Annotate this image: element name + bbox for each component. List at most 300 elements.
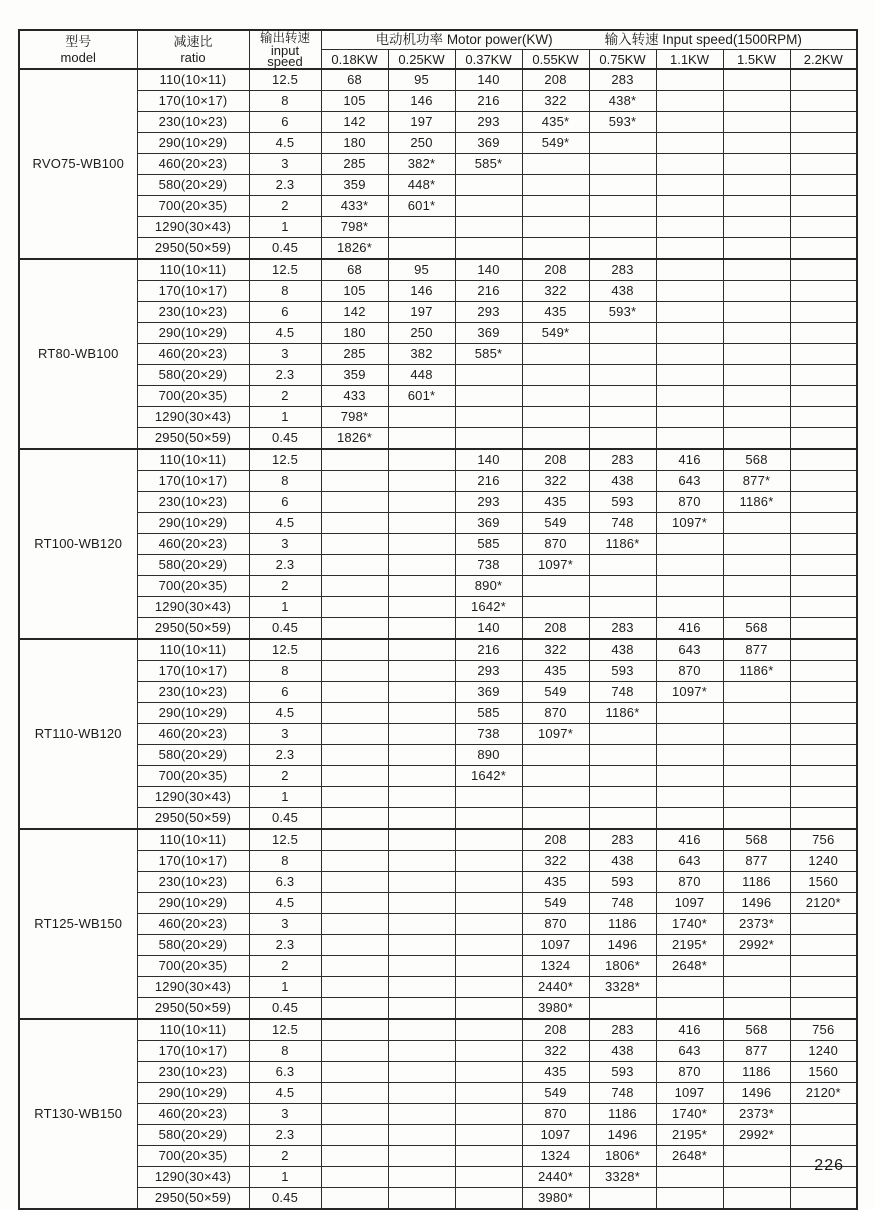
power-value-cell <box>656 196 723 217</box>
power-value-cell <box>321 1062 388 1083</box>
power-value-cell: 3328* <box>589 1167 656 1188</box>
power-value-cell <box>321 1104 388 1125</box>
power-value-cell <box>790 935 857 956</box>
table-row <box>19 661 857 682</box>
power-value-cell: 382* <box>388 154 455 175</box>
power-value-cell: 216 <box>455 639 522 661</box>
ratio-cell: 580(20×29) <box>137 1125 249 1146</box>
power-value-cell <box>656 597 723 618</box>
power-value-cell: 283 <box>589 829 656 851</box>
power-value-cell: 322 <box>522 1041 589 1062</box>
power-value-cell <box>790 597 857 618</box>
ratio-cell: 700(20×35) <box>137 766 249 787</box>
table-row <box>19 1125 857 1146</box>
power-value-cell <box>790 133 857 154</box>
power-value-cell <box>723 1146 790 1167</box>
power-value-cell <box>790 534 857 555</box>
ratio-cell: 170(10×17) <box>137 851 249 872</box>
power-value-cell: 435* <box>522 112 589 133</box>
power-value-cell <box>388 1041 455 1062</box>
power-value-cell: 1240 <box>790 1041 857 1062</box>
output-speed-cell: 0.45 <box>249 808 321 830</box>
power-value-cell <box>723 534 790 555</box>
power-value-cell <box>388 998 455 1020</box>
power-value-cell: 416 <box>656 1019 723 1041</box>
power-value-cell <box>455 893 522 914</box>
power-value-cell <box>790 238 857 260</box>
power-value-cell <box>388 745 455 766</box>
power-value-cell: 382 <box>388 344 455 365</box>
power-value-cell <box>388 449 455 471</box>
power-value-cell: 1097* <box>522 724 589 745</box>
power-value-cell <box>790 449 857 471</box>
power-value-cell <box>589 238 656 260</box>
table-row <box>19 1167 857 1188</box>
power-value-cell <box>388 1083 455 1104</box>
power-value-cell: 593 <box>589 661 656 682</box>
output-speed-cell: 1 <box>249 217 321 238</box>
output-speed-cell: 6 <box>249 492 321 513</box>
power-value-cell <box>321 449 388 471</box>
power-value-cell <box>321 555 388 576</box>
ratio-cell: 1290(30×43) <box>137 1167 249 1188</box>
power-value-cell <box>790 344 857 365</box>
power-value-cell <box>455 196 522 217</box>
kw-column-header: 0.75KW <box>589 50 656 70</box>
ratio-cell: 290(10×29) <box>137 1083 249 1104</box>
table-row <box>19 386 857 407</box>
ratio-cell: 290(10×29) <box>137 323 249 344</box>
output-speed-cell: 3 <box>249 724 321 745</box>
power-value-cell <box>321 872 388 893</box>
power-value-cell: 1097 <box>656 893 723 914</box>
power-value-cell: 322 <box>522 851 589 872</box>
power-value-cell: 549* <box>522 133 589 154</box>
table-row <box>19 829 857 851</box>
power-value-cell <box>388 1062 455 1083</box>
power-value-cell <box>388 1125 455 1146</box>
ratio-cell: 110(10×11) <box>137 1019 249 1041</box>
power-value-cell <box>321 534 388 555</box>
power-value-cell <box>790 745 857 766</box>
table-row <box>19 281 857 302</box>
output-speed-cell: 12.5 <box>249 1019 321 1041</box>
power-value-cell <box>388 766 455 787</box>
power-value-cell <box>589 428 656 450</box>
power-value-cell: 1826* <box>321 428 388 450</box>
power-value-cell <box>522 787 589 808</box>
power-value-cell <box>455 1146 522 1167</box>
power-value-cell <box>455 872 522 893</box>
table-row <box>19 238 857 260</box>
power-value-cell: 1186* <box>723 492 790 513</box>
table-row <box>19 808 857 830</box>
power-value-cell: 1324 <box>522 1146 589 1167</box>
power-value-cell <box>455 365 522 386</box>
output-speed-cell: 4.5 <box>249 513 321 534</box>
output-speed-cell: 2 <box>249 1146 321 1167</box>
power-value-cell: 180 <box>321 323 388 344</box>
power-value-cell: 870 <box>522 534 589 555</box>
power-value-cell <box>790 365 857 386</box>
table-row <box>19 1146 857 1167</box>
power-value-cell <box>455 175 522 196</box>
table-row <box>19 365 857 386</box>
ratio-cell: 2950(50×59) <box>137 808 249 830</box>
power-value-cell: 2440* <box>522 977 589 998</box>
power-value-cell <box>790 407 857 428</box>
power-value-cell <box>321 808 388 830</box>
power-value-cell <box>723 956 790 977</box>
output-speed-cell: 4.5 <box>249 1083 321 1104</box>
output-speed-cell: 3 <box>249 914 321 935</box>
power-value-cell: 643 <box>656 639 723 661</box>
power-value-cell <box>321 661 388 682</box>
table-row <box>19 956 857 977</box>
power-value-cell: 748 <box>589 682 656 703</box>
power-value-cell <box>723 302 790 323</box>
power-value-cell <box>388 872 455 893</box>
power-value-cell <box>388 555 455 576</box>
power-value-cell <box>656 808 723 830</box>
table-row <box>19 492 857 513</box>
power-value-cell <box>321 703 388 724</box>
power-value-cell <box>589 766 656 787</box>
ratio-cell: 580(20×29) <box>137 555 249 576</box>
ratio-cell: 110(10×11) <box>137 639 249 661</box>
power-value-cell <box>723 259 790 281</box>
power-value-cell: 435 <box>522 661 589 682</box>
power-value-cell: 435 <box>522 492 589 513</box>
table-row <box>19 787 857 808</box>
power-value-cell <box>321 893 388 914</box>
output-speed-cell: 0.45 <box>249 618 321 640</box>
ratio-cell: 700(20×35) <box>137 956 249 977</box>
ratio-cell: 170(10×17) <box>137 661 249 682</box>
ratio-cell: 110(10×11) <box>137 69 249 91</box>
power-value-cell: 369 <box>455 513 522 534</box>
power-value-cell <box>455 998 522 1020</box>
power-value-cell <box>723 808 790 830</box>
power-span-header <box>321 30 857 50</box>
ratio-cell: 110(10×11) <box>137 259 249 281</box>
power-value-cell <box>656 766 723 787</box>
power-value-cell: 1560 <box>790 872 857 893</box>
power-value-cell <box>455 787 522 808</box>
ratio-cell: 580(20×29) <box>137 935 249 956</box>
power-value-cell <box>589 344 656 365</box>
power-value-cell: 140 <box>455 449 522 471</box>
power-value-cell: 283 <box>589 449 656 471</box>
power-value-cell <box>723 998 790 1020</box>
table-row <box>19 428 857 450</box>
model-cell: RT125-WB150 <box>19 829 137 1019</box>
ratio-cell: 230(10×23) <box>137 302 249 323</box>
power-value-cell <box>589 597 656 618</box>
power-value-cell <box>388 914 455 935</box>
power-value-cell <box>656 386 723 407</box>
ratio-column-header <box>137 30 249 69</box>
kw-column-header: 0.25KW <box>388 50 455 70</box>
power-value-cell: 1496 <box>589 935 656 956</box>
power-value-cell: 68 <box>321 69 388 91</box>
power-value-cell: 877 <box>723 1041 790 1062</box>
power-value-cell <box>321 492 388 513</box>
power-value-cell <box>388 956 455 977</box>
power-value-cell <box>589 745 656 766</box>
power-value-cell <box>723 344 790 365</box>
output-speed-cell: 2.3 <box>249 935 321 956</box>
ratio-cell: 460(20×23) <box>137 344 249 365</box>
power-value-cell <box>388 597 455 618</box>
table-row <box>19 576 857 597</box>
power-value-cell: 322 <box>522 281 589 302</box>
power-value-cell <box>790 91 857 112</box>
output-speed-cell: 6.3 <box>249 1062 321 1083</box>
power-value-cell: 1186 <box>589 914 656 935</box>
power-value-cell: 293 <box>455 112 522 133</box>
power-value-cell <box>723 428 790 450</box>
ratio-cell: 2950(50×59) <box>137 998 249 1020</box>
power-value-cell: 208 <box>522 449 589 471</box>
power-value-cell: 359 <box>321 175 388 196</box>
power-value-cell <box>321 766 388 787</box>
ratio-cell: 290(10×29) <box>137 703 249 724</box>
ratio-cell: 170(10×17) <box>137 281 249 302</box>
ratio-cell: 290(10×29) <box>137 893 249 914</box>
power-value-cell <box>790 69 857 91</box>
power-value-cell <box>321 998 388 1020</box>
power-value-cell <box>388 661 455 682</box>
power-value-cell <box>723 682 790 703</box>
power-value-cell <box>388 428 455 450</box>
power-value-cell: 568 <box>723 1019 790 1041</box>
table-row <box>19 682 857 703</box>
power-value-cell: 105 <box>321 281 388 302</box>
output-speed-cell: 3 <box>249 154 321 175</box>
table-header <box>19 30 857 69</box>
output-speed-cell: 3 <box>249 344 321 365</box>
power-value-cell: 549* <box>522 323 589 344</box>
power-value-cell <box>723 766 790 787</box>
power-value-cell <box>589 175 656 196</box>
power-value-cell <box>790 576 857 597</box>
power-value-cell <box>321 1019 388 1041</box>
power-value-cell <box>455 808 522 830</box>
power-value-cell: 568 <box>723 618 790 640</box>
output-speed-cell: 0.45 <box>249 1188 321 1210</box>
power-value-cell: 435 <box>522 1062 589 1083</box>
power-value-cell <box>455 1019 522 1041</box>
power-value-cell <box>790 661 857 682</box>
power-value-cell: 250 <box>388 323 455 344</box>
ratio-cell: 290(10×29) <box>137 133 249 154</box>
output-speed-column-header <box>249 30 321 69</box>
model-header-en: model <box>60 49 96 65</box>
power-value-cell <box>723 238 790 260</box>
power-value-cell: 1097* <box>522 555 589 576</box>
kw-column-header: 0.18KW <box>321 50 388 70</box>
speed-header-zh: 输出转速 <box>259 31 310 45</box>
output-speed-cell: 8 <box>249 471 321 492</box>
output-speed-cell: 2 <box>249 196 321 217</box>
power-value-cell: 2648* <box>656 1146 723 1167</box>
power-value-cell <box>723 555 790 576</box>
power-value-cell: 593 <box>589 872 656 893</box>
power-value-cell: 433* <box>321 196 388 217</box>
table-row <box>19 1062 857 1083</box>
power-value-cell <box>388 471 455 492</box>
power-value-cell: 568 <box>723 829 790 851</box>
power-value-cell: 283 <box>589 1019 656 1041</box>
table-row <box>19 449 857 471</box>
power-value-cell <box>790 281 857 302</box>
motor-power-title: 电动机功率 Motor power(KW) <box>375 32 553 47</box>
power-value-cell: 180 <box>321 133 388 154</box>
model-group <box>19 1019 857 1209</box>
power-value-cell <box>321 914 388 935</box>
power-value-cell <box>589 808 656 830</box>
power-value-cell: 433 <box>321 386 388 407</box>
power-value-cell <box>522 238 589 260</box>
power-value-cell: 877 <box>723 851 790 872</box>
power-value-cell <box>790 386 857 407</box>
power-value-cell: 3980* <box>522 1188 589 1210</box>
power-value-cell: 643 <box>656 471 723 492</box>
power-value-cell: 416 <box>656 618 723 640</box>
power-value-cell: 756 <box>790 829 857 851</box>
power-value-cell <box>656 133 723 154</box>
power-value-cell: 1097* <box>656 513 723 534</box>
power-value-cell: 146 <box>388 91 455 112</box>
power-value-cell: 369 <box>455 682 522 703</box>
power-value-cell: 438 <box>589 639 656 661</box>
power-value-cell: 208 <box>522 1019 589 1041</box>
power-value-cell <box>321 956 388 977</box>
power-value-cell: 283 <box>589 259 656 281</box>
ratio-cell: 230(10×23) <box>137 112 249 133</box>
output-speed-cell: 4.5 <box>249 703 321 724</box>
power-value-cell: 585* <box>455 344 522 365</box>
power-value-cell: 285 <box>321 154 388 175</box>
power-value-cell: 359 <box>321 365 388 386</box>
power-value-cell: 1186* <box>589 703 656 724</box>
power-value-cell: 1496 <box>589 1125 656 1146</box>
power-value-cell <box>522 196 589 217</box>
output-speed-cell: 1 <box>249 407 321 428</box>
power-value-cell: 197 <box>388 112 455 133</box>
power-value-cell <box>455 386 522 407</box>
table-row <box>19 133 857 154</box>
output-speed-cell: 4.5 <box>249 323 321 344</box>
output-speed-cell: 12.5 <box>249 69 321 91</box>
power-value-cell <box>790 787 857 808</box>
power-value-cell <box>522 344 589 365</box>
power-value-cell <box>656 1167 723 1188</box>
power-value-cell <box>790 555 857 576</box>
output-speed-cell: 1 <box>249 597 321 618</box>
ratio-cell: 580(20×29) <box>137 745 249 766</box>
power-value-cell: 738 <box>455 555 522 576</box>
power-value-cell <box>589 365 656 386</box>
table-row <box>19 935 857 956</box>
power-value-cell <box>723 175 790 196</box>
power-value-cell <box>321 977 388 998</box>
power-value-cell <box>522 365 589 386</box>
power-value-cell <box>790 682 857 703</box>
power-value-cell <box>321 1083 388 1104</box>
power-value-cell: 585 <box>455 703 522 724</box>
ratio-cell: 110(10×11) <box>137 829 249 851</box>
table-row <box>19 893 857 914</box>
table-row <box>19 555 857 576</box>
power-value-cell <box>790 956 857 977</box>
power-value-cell: 293 <box>455 302 522 323</box>
power-value-cell <box>589 217 656 238</box>
power-value-cell <box>589 555 656 576</box>
power-value-cell <box>455 1104 522 1125</box>
power-value-cell <box>589 133 656 154</box>
ratio-cell: 1290(30×43) <box>137 407 249 428</box>
power-value-cell: 2120* <box>790 1083 857 1104</box>
power-value-cell: 140 <box>455 259 522 281</box>
power-value-cell <box>656 428 723 450</box>
page-number: 226 <box>814 1157 844 1174</box>
power-value-cell: 585 <box>455 534 522 555</box>
power-value-cell <box>790 513 857 534</box>
power-value-cell: 1826* <box>321 238 388 260</box>
model-cell: RT80-WB100 <box>19 259 137 449</box>
power-value-cell <box>656 281 723 302</box>
power-value-cell <box>723 513 790 534</box>
power-value-cell: 549 <box>522 1083 589 1104</box>
power-value-cell: 1740* <box>656 1104 723 1125</box>
power-value-cell <box>321 618 388 640</box>
power-value-cell <box>656 555 723 576</box>
table-row <box>19 259 857 281</box>
power-value-cell <box>723 703 790 724</box>
power-value-cell: 283 <box>589 618 656 640</box>
kw-column-header: 1.5KW <box>723 50 790 70</box>
output-speed-cell: 2.3 <box>249 365 321 386</box>
power-value-cell: 1097* <box>656 682 723 703</box>
power-value-cell: 2992* <box>723 1125 790 1146</box>
power-value-cell <box>455 1041 522 1062</box>
power-value-cell: 1186* <box>589 534 656 555</box>
power-value-cell <box>455 1125 522 1146</box>
output-speed-cell: 2.3 <box>249 745 321 766</box>
power-value-cell <box>388 977 455 998</box>
table-row <box>19 323 857 344</box>
output-speed-cell: 8 <box>249 281 321 302</box>
power-value-cell <box>656 69 723 91</box>
power-value-cell <box>522 428 589 450</box>
table-row <box>19 302 857 323</box>
power-value-cell <box>455 1083 522 1104</box>
power-value-cell <box>656 154 723 175</box>
power-value-cell: 216 <box>455 471 522 492</box>
model-group <box>19 449 857 639</box>
power-value-cell <box>321 829 388 851</box>
power-value-cell: 142 <box>321 302 388 323</box>
power-value-cell <box>656 787 723 808</box>
power-value-cell <box>455 428 522 450</box>
power-value-cell: 585* <box>455 154 522 175</box>
power-value-cell <box>790 1104 857 1125</box>
power-value-cell <box>321 1146 388 1167</box>
power-value-cell: 798* <box>321 407 388 428</box>
power-value-cell: 1186 <box>723 1062 790 1083</box>
